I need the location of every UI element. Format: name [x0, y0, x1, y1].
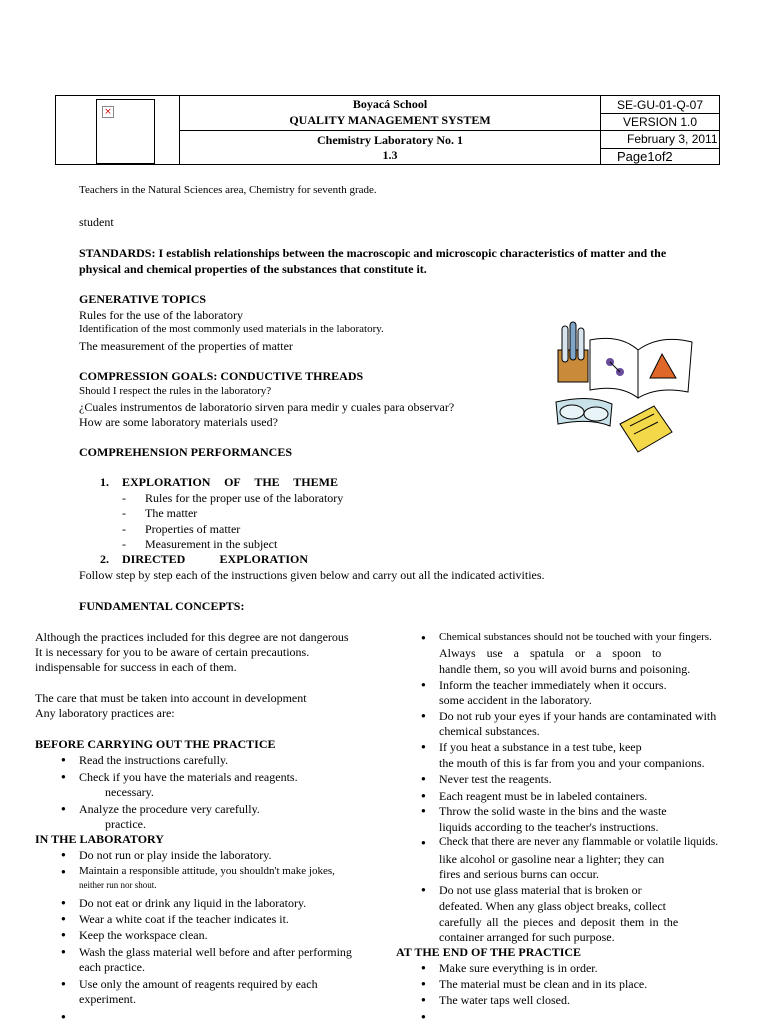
fundamental-heading: FUNDAMENTAL CONCEPTS:	[79, 599, 245, 613]
before-heading: BEFORE CARRYING OUT THE PRACTICE	[35, 737, 276, 751]
school-name: Boyacá School	[352, 97, 428, 111]
list-item-continuation: experiment.	[79, 992, 136, 1006]
list-item: ● Throw the solid waste in the bins and the waste	[439, 804, 667, 819]
list-item: ● The water taps well closed.	[439, 993, 570, 1008]
lab-title: Chemistry Laboratory No. 1	[317, 132, 463, 147]
student-line: student	[79, 215, 114, 229]
logo-cell	[56, 96, 180, 165]
list-item-continuation: fires and serious burns can occur.	[439, 867, 599, 881]
dash-marker: -	[122, 491, 126, 505]
sub-item: Rules for the proper use of the laboratory	[145, 491, 344, 505]
para-line: Although the practices included for this degree are not dangerous	[35, 630, 349, 644]
dash-marker: -	[122, 506, 126, 520]
word: EXPLORATION	[122, 475, 211, 489]
generative-item: Identification of the most commonly used materials in the laboratory.	[79, 323, 384, 335]
inlab-heading: IN THE LABORATORY	[35, 832, 164, 846]
para-line: The care that must be taken into account in development	[35, 691, 307, 705]
list-item-continuation: practice.	[105, 817, 146, 831]
school-cell	[180, 96, 601, 131]
safety-goggles-icon	[556, 398, 612, 426]
sub-item: Properties of matter	[145, 522, 241, 536]
list-item: ● The material must be clean and in its place.	[439, 977, 647, 992]
dash-marker: -	[122, 537, 126, 551]
date-cell	[601, 131, 720, 149]
list-item: ● Check that there are never any flammable or volatile liquids.	[439, 836, 718, 848]
word: OF	[224, 475, 241, 489]
follow-instructions: Follow step by step each of the instructions given below and carry out all the indicated activities.	[79, 568, 545, 582]
list-item: ● Wear a white coat if the teacher indicates it.	[79, 912, 289, 927]
list-item-continuation: neither run nor shout.	[79, 880, 157, 890]
list-item-continuation: defeated. When any glass object breaks, collect	[439, 899, 667, 913]
lab-number: 1.3	[382, 147, 398, 162]
word: THE	[254, 475, 280, 489]
header-table	[55, 95, 720, 165]
list-item: ● Check if you have the materials and reagents.	[79, 770, 298, 785]
list-item-continuation: Always use a spatula or a spoon to	[439, 646, 662, 660]
list-item: ● Keep the workspace clean.	[79, 928, 208, 943]
list-item: ● Wash the glass material well before and after performing	[79, 945, 352, 960]
list-item: ● Inform the teacher immediately when it occurs.	[439, 678, 667, 693]
test-tube-rack-icon	[558, 322, 588, 382]
document-version: VERSION 1.0	[622, 115, 698, 129]
system-name: QUALITY MANAGEMENT SYSTEM	[289, 113, 491, 127]
page-cell	[601, 148, 720, 165]
list-item-continuation: handle them, so you will avoid burns and poisoning.	[439, 662, 691, 676]
broken-image-icon: ×	[102, 106, 114, 118]
list-item-continuation: chemical substances.	[439, 724, 540, 738]
generative-item: The measurement of the properties of matter	[79, 339, 293, 353]
compression-heading: COMPRESSION GOALS: CONDUCTIVE THREADS	[79, 369, 364, 383]
sub-item: Measurement in the subject	[145, 537, 278, 551]
teachers-line: Teachers in the Natural Sciences area, Chemistry for seventh grade.	[79, 184, 377, 196]
list-item: ● Chemical substances should not be touched with your fingers.	[439, 631, 712, 643]
word: EXPLORATION	[219, 552, 308, 566]
generative-item: Rules for the use of the laboratory	[79, 308, 243, 322]
list-item-continuation: each practice.	[79, 960, 145, 974]
list-item: ● Read the instructions carefully.	[79, 753, 228, 768]
list-item: ● Do not rub your eyes if your hands are contaminated with	[439, 709, 716, 724]
version-cell	[601, 114, 720, 131]
list-item: ● Each reagent must be in labeled containers.	[439, 789, 647, 804]
compression-item: How are some laboratory materials used?	[79, 415, 278, 429]
compression-item: Should I respect the rules in the laboratory?	[79, 385, 272, 397]
list-item-continuation: the mouth of this is far from you and your companions.	[439, 756, 705, 770]
document-code: SE-GU-01-Q-07	[616, 97, 704, 112]
logo-placeholder	[96, 99, 155, 164]
directed-heading	[122, 552, 308, 567]
list-item: ● Do not run or play inside the laboratory.	[79, 848, 272, 863]
list-item: ● If you heat a substance in a test tube, keep	[439, 740, 642, 755]
exploration-heading	[122, 475, 338, 490]
compression-item: ¿Cuales instrumentos de laboratorio sirven para medir y cuales para observar?	[79, 400, 455, 414]
lab-cell	[180, 131, 601, 165]
notepad-icon	[620, 406, 672, 452]
list-item: ● Make sure everything is in order.	[439, 961, 598, 976]
list-item: ● Analyze the procedure very carefully.	[79, 802, 260, 817]
directed-number: 2.	[100, 552, 109, 566]
list-item-continuation: like alcohol or gasoline near a lighter; they can	[439, 852, 665, 866]
open-book-icon	[590, 338, 692, 398]
word: THEME	[293, 475, 338, 489]
page-number: Page1of2	[617, 148, 673, 164]
list-item: ● Maintain a responsible attitude, you shouldn't make jokes,	[79, 865, 335, 877]
standards-line-2: physical and chemical properties of the substances that constitute it.	[79, 262, 427, 276]
list-item: ● Do not use glass material that is broken or	[439, 883, 642, 898]
list-item: ● Do not eat or drink any liquid in the laboratory.	[79, 896, 306, 911]
document-date: February 3, 2011	[627, 132, 718, 147]
dash-marker: -	[122, 522, 126, 536]
end-heading: AT THE END OF THE PRACTICE	[396, 945, 582, 959]
list-item-continuation: carefully all the pieces and deposit them in the	[439, 915, 679, 929]
list-item-continuation: some accident in the laboratory.	[439, 693, 592, 707]
list-item: ● Use only the amount of reagents required by each	[79, 977, 318, 992]
word: DIRECTED	[122, 552, 186, 566]
standards-line-1: STANDARDS: I establish relationships between the macroscopic and microscopic characteristics of matter and the	[79, 246, 667, 260]
lab-clipart	[550, 320, 700, 455]
list-item-continuation: necessary.	[105, 785, 154, 799]
para-line: indispensable for success in each of them.	[35, 660, 237, 674]
generative-heading: GENERATIVE TOPICS	[79, 292, 207, 306]
comprehension-heading: COMPREHENSION PERFORMANCES	[79, 445, 293, 459]
para-line: It is necessary for you to be aware of certain precautions.	[35, 645, 310, 659]
list-item-continuation: liquids according to the teacher's instructions.	[439, 820, 659, 834]
exploration-number: 1.	[100, 475, 109, 489]
para-line: Any laboratory practices are:	[35, 706, 175, 720]
list-item-continuation: container arranged for such purpose.	[439, 930, 615, 944]
list-item: ● Never test the reagents.	[439, 772, 552, 787]
code-cell	[601, 96, 720, 114]
sub-item: The matter	[145, 506, 198, 520]
